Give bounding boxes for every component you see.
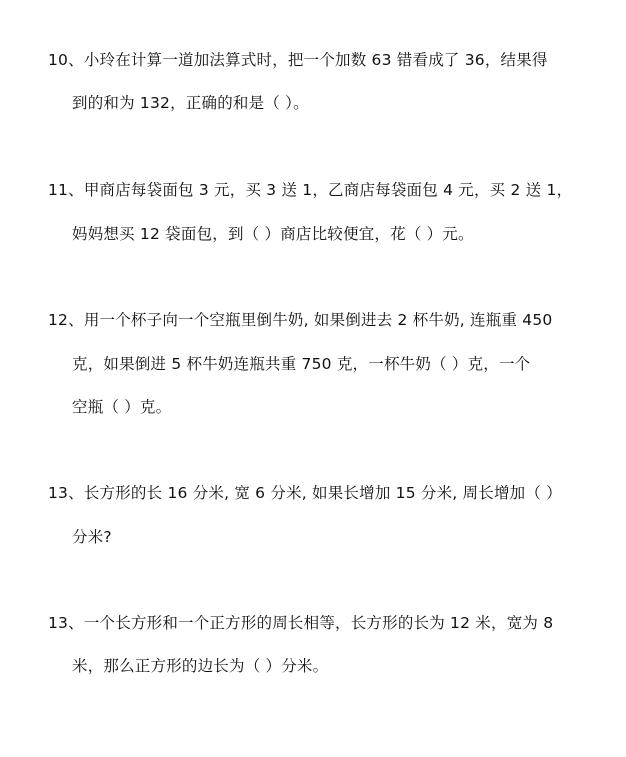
- question-line: 13、一个长方形和一个正方形的周长相等，长方形的长为 12 米，宽为 8: [48, 614, 554, 632]
- question-line: 10、小玲在计算一道加法算式时，把一个加数 63 错看成了 36，结果得: [48, 51, 548, 69]
- question-line: 11、甲商店每袋面包 3 元，买 3 送 1，乙商店每袋面包 4 元，买 2 送 1，: [48, 181, 573, 199]
- question-line: 到的和为 132，正确的和是（ ）。: [72, 94, 309, 112]
- question-line: 分米?: [72, 528, 112, 546]
- question-line: 12、用一个杯子向一个空瓶里倒牛奶, 如果倒进去 2 杯牛奶, 连瓶重 450: [48, 311, 553, 329]
- question-line: 空瓶（ ）克。: [72, 398, 172, 416]
- question-line: 克，如果倒进 5 杯牛奶连瓶共重 750 克，一杯牛奶（ ）克，一个: [72, 355, 531, 373]
- question-line: 13、长方形的长 16 分米, 宽 6 分米, 如果长增加 15 分米, 周长增加（ ）: [48, 484, 562, 502]
- question-line: 妈妈想买 12 袋面包，到（ ）商店比较便宜，花（ ）元。: [72, 225, 474, 243]
- question-line: 米，那么正方形的边长为（ ）分米。: [72, 657, 329, 675]
